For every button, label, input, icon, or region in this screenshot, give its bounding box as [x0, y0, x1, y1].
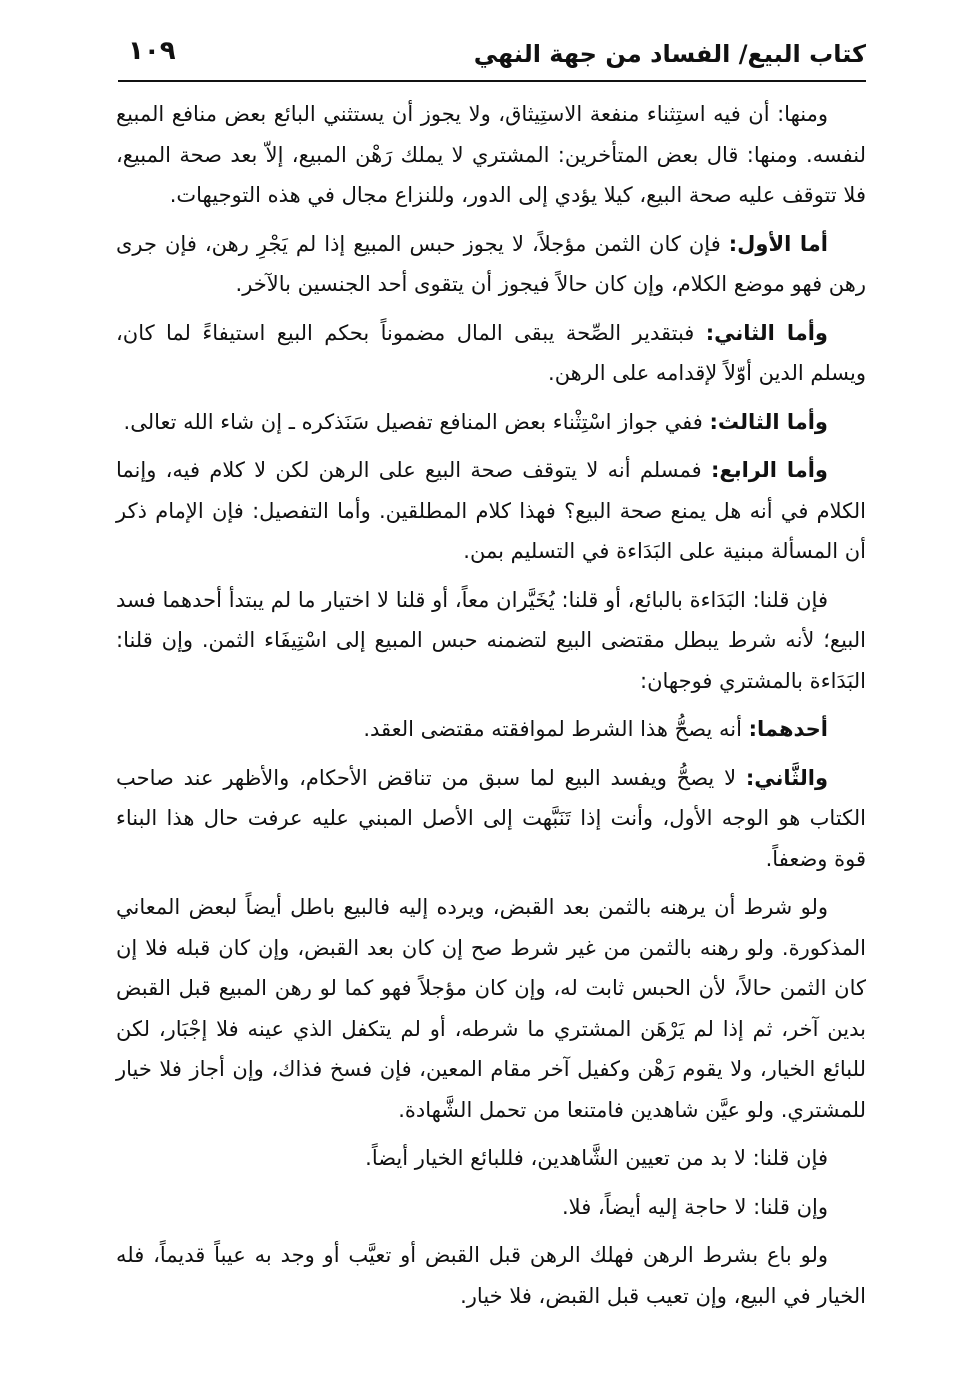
body-text: [116, 94, 866, 1324]
paragraph: [116, 224, 866, 305]
paragraph-text: ولو شرط أن يرهنه بالثمن بعد القبض، ويرده إليه فالبيع باطل أيضاً لبعض المعاني المذكورة. ولو رهنه بالثمن من غير شرط صح إن كان بعد القبض، وإن كان قبله فلا إن كان الثمن حالاً، لأن الحبس ثابت له، وإن كان مؤجلاً فهو كما لو رهن المبيع قبل القبض بدين آخر، ثم إذا لم يَرْهَن المشتري ما شرطه، أو لم يتكفل الذي عينه فلا إجْبَار، لكن للبائع الخيار، ولا يقوم رَهْن وكفيل آخر مقام المعين، فإن فسخ فذاك، وإن أجاز فلا خيار للمشتري. ولو عيَّن شاهدين فامتنعا من تحمل الشَّهادة.: [116, 895, 866, 1122]
paragraph: [116, 1187, 866, 1228]
paragraph: [116, 1138, 866, 1179]
paragraph-text: فإن قلنا: البَدَاءة بالبائع، أو قلنا: يُخَيَّران معاً، أو قلنا لا اختيار ما لم يبتدأ أحدهما فسد البيع؛ لأنه شرط يبطل مقتضى البيع لتضمنه حبس المبيع إلى اسْتِيفَاء الثمن. وإن قلنا: البَدَاءة بالمشتري فوجهان:: [116, 587, 866, 693]
running-header: [118, 30, 866, 82]
paragraph-text: ولو باع بشرط الرهن فهلك الرهن قبل القبض أو تعيَّب أو وجد به عيباً قديماً، فله الخيار في البيع، وإن تعيب قبل القبض، فلا خيار.: [116, 1243, 866, 1308]
paragraph-text: فمسلم أنه لا يتوقف صحة البيع على الرهن لكن لا كلام فيه، وإنما الكلام في أنه هل يمنع صحة البيع؟ فهذا كلام المطلقين. وأما التفصيل: فإن الإمام ذكر أن المسألة مبنية على البَدَاءة في التسليم بمن.: [116, 458, 866, 563]
paragraph: [116, 709, 866, 750]
paragraph: [116, 580, 866, 702]
paragraph: [116, 450, 866, 572]
paragraph: [116, 758, 866, 880]
paragraph-label: وأما الرابع:: [710, 458, 828, 482]
paragraph-text: فإن قلنا: لا بد من تعيين الشَّاهدين، فللبائع الخيار أيضاً.: [365, 1146, 828, 1170]
paragraph: [116, 313, 866, 394]
paragraph-label: وأما الثاني:: [705, 320, 828, 345]
paragraph-text: وإن قلنا: لا حاجة إليه أيضاً، فلا.: [562, 1194, 828, 1219]
paragraph-text: لا يصحُّ ويفسد البيع لما سبق من تناقض الأحكام، والأظهر عند صاحب الكتاب هو الوجه الأول، وأنت إذا تَنَبَّهت إلى الأصل المبني عليه عرفت حال هذا البناء قوة وضعفاً.: [116, 765, 866, 871]
header-title: كتاب البيع/ الفساد من جهة النهي: [473, 40, 866, 68]
paragraph-label: وأما الثالث:: [709, 409, 828, 434]
paragraph: [116, 94, 866, 216]
paragraph-label: أحدهما:: [748, 717, 828, 741]
paragraph-label: أما الأول:: [728, 231, 829, 256]
paragraph-text: فإن كان الثمن مؤجلاً، لا يجوز حبس المبيع إذا لم يَجْرِ رهن، فإن جرى رهن فهو موضع الكلام، وإن كان حالاً فيجوز أن يتقوى أحد الجنسين بالآخر.: [116, 231, 866, 296]
paragraph: [116, 1235, 866, 1316]
paragraph: [116, 887, 866, 1130]
paragraph-text: أنه يصحُّ هذا الشرط لموافقته مقتضى العقد.: [363, 717, 742, 741]
paragraph-text: ومنها: أن فيه استِثناء منفعة الاستِيثاق، ولا يجوز أن يستثني البائع بعض منافع المبيع لنفسه. ومنها: قال بعض المتأخرين: المشتري لا يملك رَهْن المبيع، إلاّ بعد صحة المبيع، فلا تتوقف عليه صحة البيع، كيلا يؤدي إلى الدور، وللنزاع مجال في هذه التوجيهات.: [116, 102, 866, 207]
paragraph: [116, 402, 866, 443]
paragraph-text: ففي جواز اسْتِثْناء بعض المنافع تفصيل سَنَذكره ـ إن شاء الله تعالى.: [123, 409, 703, 434]
paragraph-label: والثَّاني:: [745, 765, 828, 790]
page-number: ١٠٩: [128, 36, 176, 66]
paragraph-text: فبتقدير الصِّحة يبقى المال مضموناً بحكم البيع استيفاءً لما كان، ويسلم الدين أوّلاً لإقدامه على الرهن.: [116, 320, 866, 385]
